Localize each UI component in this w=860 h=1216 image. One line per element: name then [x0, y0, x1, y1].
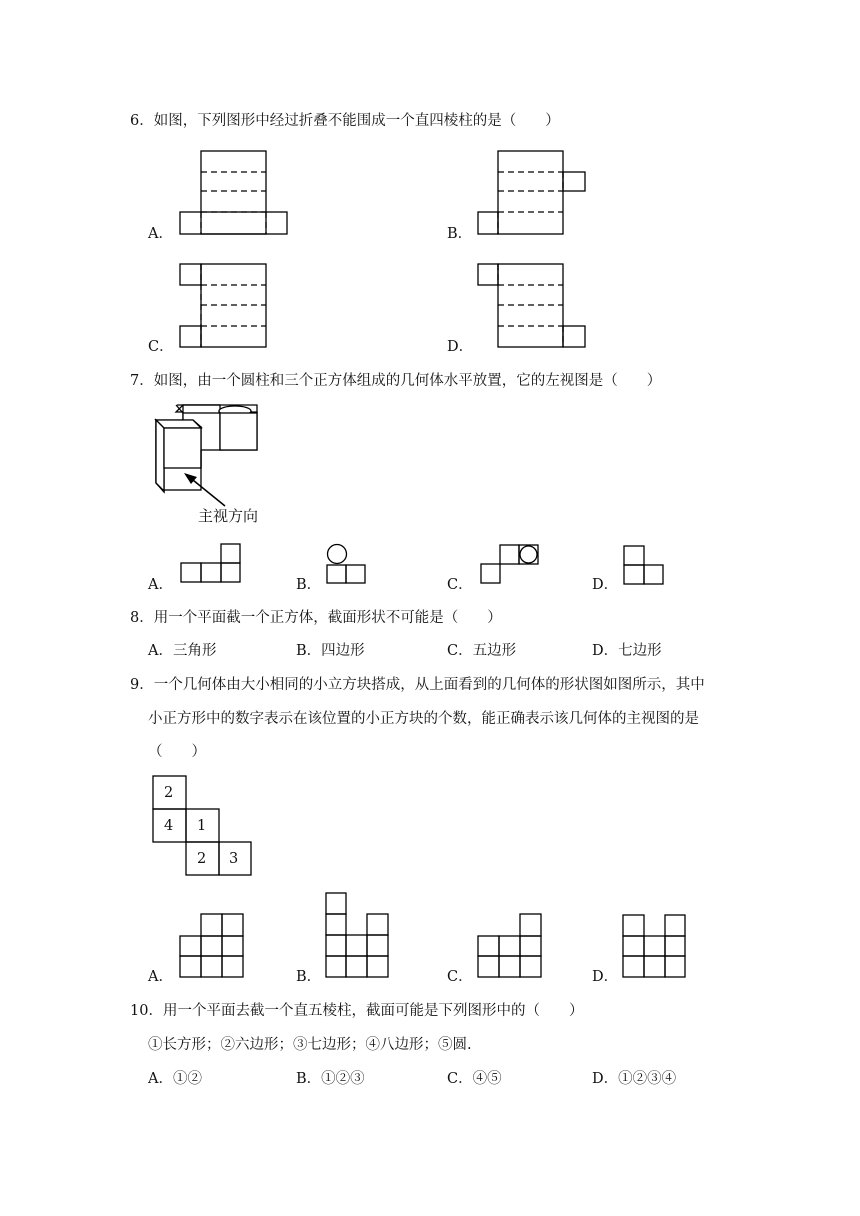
q7-option-b-label: B．	[296, 577, 322, 593]
q6-stem: 6．如图，下列图形中经过折叠不能围成一个直四棱柱的是（ ）	[130, 113, 560, 129]
q9-option-b-label: B．	[296, 969, 322, 985]
q10-stem: 10．用一个平面去截一个直五棱柱，截面可能是下列图形中的（ ）	[130, 1003, 584, 1019]
q10-option-a: A．①②	[148, 1071, 202, 1087]
q8-option-d: D．七边形	[592, 643, 662, 659]
q10-option-c: C．④⑤	[447, 1071, 502, 1087]
q9-grid-number: 1	[197, 818, 207, 834]
q6-option-a-label: A．	[148, 226, 173, 242]
q6-option-d-label: D．	[447, 339, 474, 355]
q9-option-c-label: C．	[447, 969, 473, 985]
q8-option-b: B．四边形	[296, 643, 365, 659]
q7-direction-label: 主视方向	[198, 507, 259, 525]
q8-option-a: A．三角形	[148, 643, 217, 659]
q9-grid-number: 2	[164, 785, 174, 801]
q9-option-d-label: D．	[592, 969, 619, 985]
q7-option-d-label: D．	[592, 577, 619, 593]
q8-stem: 8．用一个平面截一个正方体，截面形状不可能是（ ）	[130, 610, 502, 626]
q9-stem-line2: 小正方形中的数字表示在该位置的小正方块的个数，能正确表示该几何体的主视图的是	[148, 711, 699, 727]
q7-option-a-label: A．	[148, 577, 173, 593]
q9-option-a-label: A．	[148, 969, 173, 985]
q6-option-b-label: B．	[447, 226, 473, 242]
q8-option-c: C．五边形	[447, 643, 517, 659]
q9-grid-number: 2	[197, 851, 207, 867]
q9-stem-line1: 9．一个几何体由大小相同的小立方块搭成，从上面看到的几何体的形状图如图所示，其中	[130, 677, 705, 693]
q10-choices: ①长方形；②六边形；③七边形；④八边形；⑤圆.	[148, 1037, 472, 1053]
q10-option-d: D．①②③④	[592, 1071, 677, 1087]
q7-stem: 7．如图，由一个圆柱和三个正方体组成的几何体水平放置，它的左视图是（ ）	[130, 373, 662, 389]
q9-grid-number: 4	[164, 818, 174, 834]
q7-option-c-label: C．	[447, 577, 473, 593]
q6-option-c-label: C．	[148, 339, 174, 355]
q9-stem-line3: （ ）	[148, 744, 206, 760]
q10-option-b: B．①②③	[296, 1071, 365, 1087]
q9-grid-number: 3	[229, 851, 239, 867]
